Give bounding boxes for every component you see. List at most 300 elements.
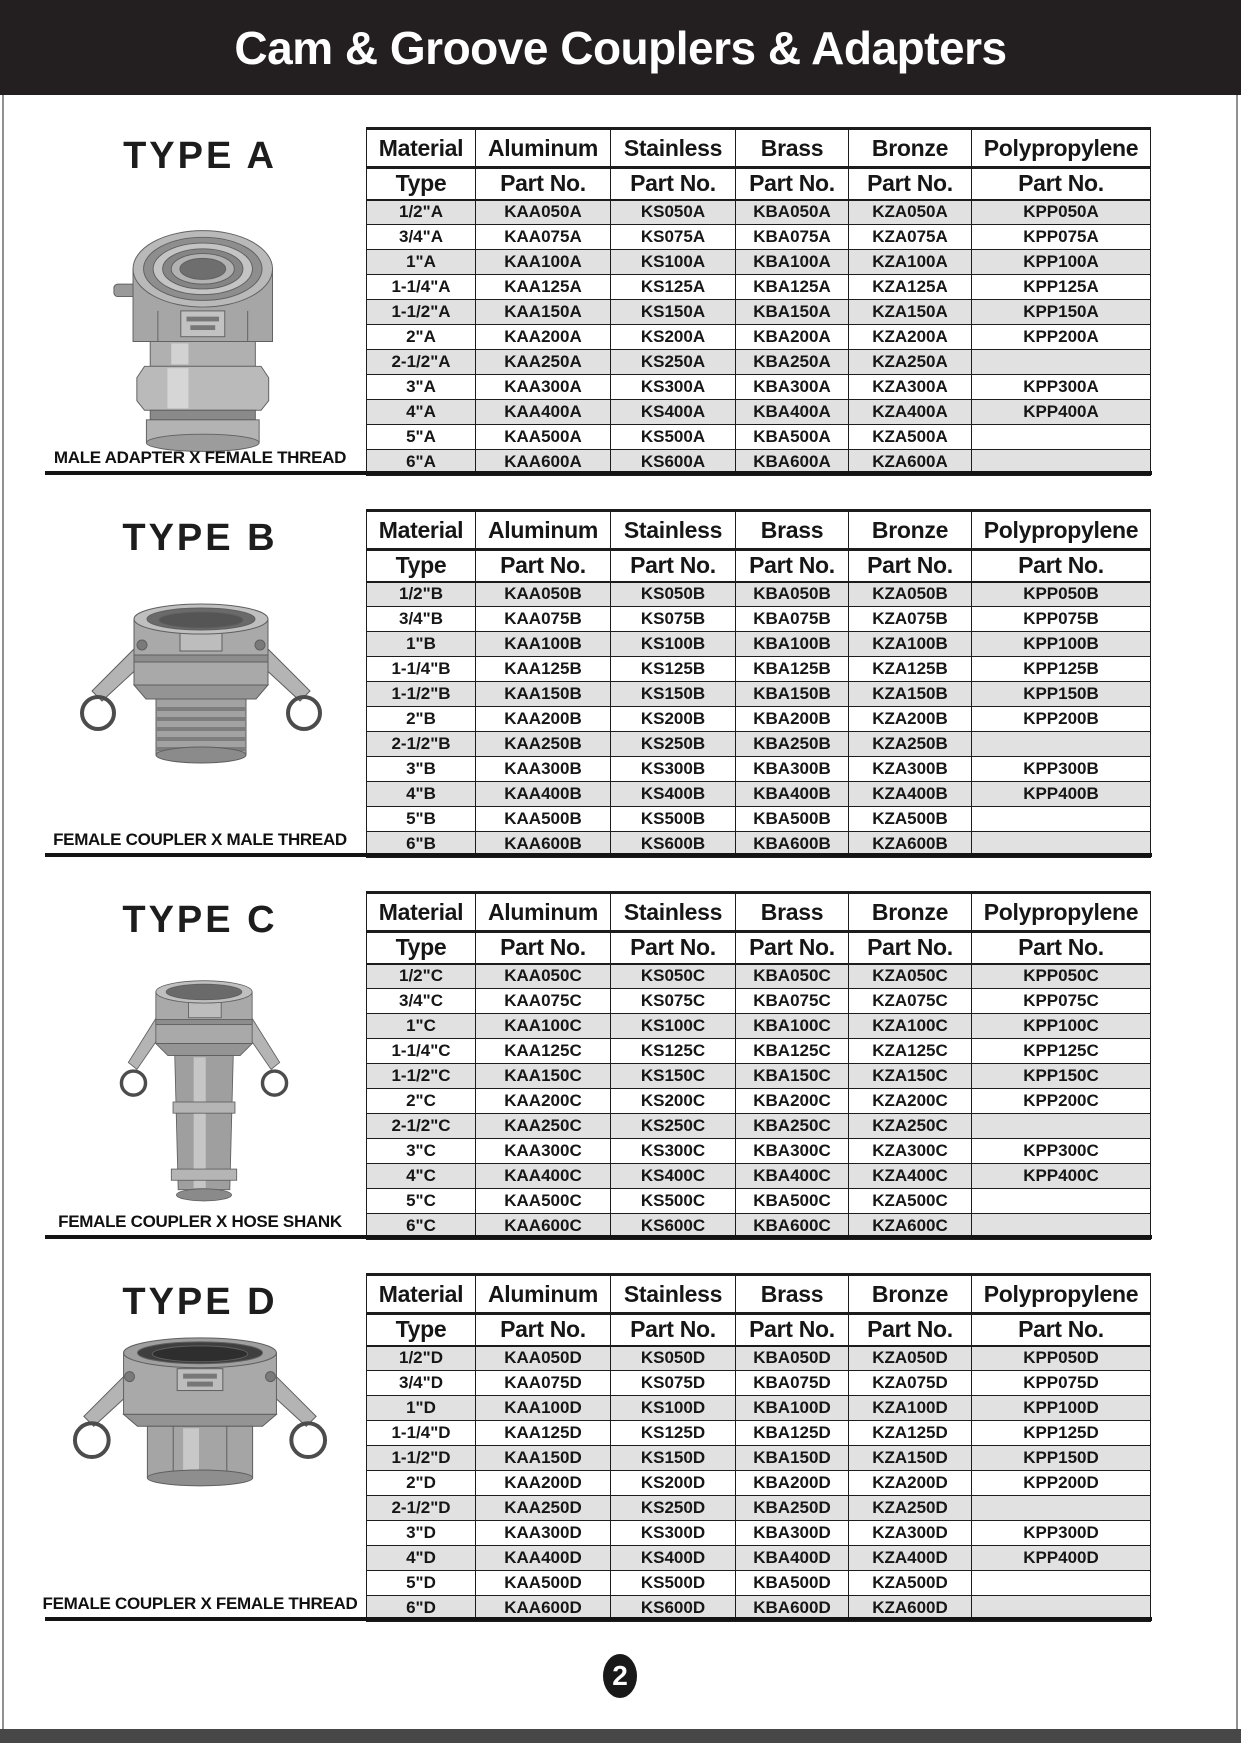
type-cell: 3/4"C [367, 989, 476, 1014]
part-number-cell: KZA075D [849, 1371, 972, 1396]
part-number-cell: KAA400A [476, 400, 611, 425]
part-number-cell: KAA050D [476, 1346, 611, 1371]
part-number-cell: KBA100C [736, 1014, 849, 1039]
part-number-cell: KS500C [611, 1189, 736, 1214]
part-number-cell: KBA250C [736, 1114, 849, 1139]
part-number-cell: KAA100B [476, 632, 611, 657]
subheader-cell: Type [367, 1314, 476, 1346]
table-row [367, 1371, 1151, 1396]
material-header-row [367, 893, 1151, 932]
part-number-cell: KS050B [611, 582, 736, 607]
material-header-cell: Material [367, 511, 476, 550]
part-number-cell: KAA100D [476, 1396, 611, 1421]
part-number-cell: KBA075D [736, 1371, 849, 1396]
subheader-row [367, 932, 1151, 964]
part-number-cell: KS075A [611, 225, 736, 250]
subheader-cell: Part No. [972, 1314, 1151, 1346]
part-number-cell: KZA050C [849, 964, 972, 989]
part-number-cell [972, 350, 1151, 375]
table-row [367, 1496, 1151, 1521]
material-header-cell: Polypropylene [972, 1275, 1151, 1314]
part-number-cell: KZA600C [849, 1214, 972, 1239]
type-cell: 5"B [367, 807, 476, 832]
part-number-cell: KS200C [611, 1089, 736, 1114]
type-cell: 1"D [367, 1396, 476, 1421]
part-number-cell: KBA250A [736, 350, 849, 375]
table-row [367, 657, 1151, 682]
type-cell: 1/2"C [367, 964, 476, 989]
material-header-row [367, 129, 1151, 168]
table-row [367, 1114, 1151, 1139]
part-number-cell: KAA125D [476, 1421, 611, 1446]
table-row [367, 400, 1151, 425]
type-cell: 1-1/4"A [367, 275, 476, 300]
part-number-cell: KZA100C [849, 1014, 972, 1039]
part-number-cell: KS050D [611, 1346, 736, 1371]
material-header-cell: Stainless [611, 129, 736, 168]
part-number-cell: KBA200A [736, 325, 849, 350]
material-header-cell: Stainless [611, 893, 736, 932]
subheader-row [367, 550, 1151, 582]
part-number-cell: KZA150A [849, 300, 972, 325]
material-header-cell: Polypropylene [972, 893, 1151, 932]
part-number-cell: KBA050C [736, 964, 849, 989]
part-number-cell: KBA125B [736, 657, 849, 682]
part-number-cell: KBA150B [736, 682, 849, 707]
table-row [367, 1546, 1151, 1571]
material-header-cell: Polypropylene [972, 129, 1151, 168]
part-number-cell: KPP125D [972, 1421, 1151, 1446]
part-number-cell: KPP150A [972, 300, 1151, 325]
part-number-cell: KAA125C [476, 1039, 611, 1064]
part-number-cell: KPP300C [972, 1139, 1151, 1164]
part-number-cell: KZA150C [849, 1064, 972, 1089]
part-number-cell: KZA100D [849, 1396, 972, 1421]
part-number-cell: KZA075B [849, 607, 972, 632]
type-a-product-photo [112, 223, 284, 462]
parts-table-type-b [366, 509, 1151, 858]
part-number-cell: KZA200A [849, 325, 972, 350]
part-number-cell: KS250B [611, 732, 736, 757]
part-number-cell: KPP300B [972, 757, 1151, 782]
part-number-cell: KBA150D [736, 1446, 849, 1471]
subheader-cell: Part No. [736, 1314, 849, 1346]
part-number-cell: KBA600B [736, 832, 849, 857]
part-number-cell: KAA075A [476, 225, 611, 250]
part-number-cell: KZA125A [849, 275, 972, 300]
table-row [367, 732, 1151, 757]
part-number-cell: KPP050C [972, 964, 1151, 989]
table-row [367, 200, 1151, 225]
type-cell: 4"A [367, 400, 476, 425]
part-number-cell: KBA050A [736, 200, 849, 225]
type-b-product-photo [76, 595, 326, 825]
part-number-cell [972, 807, 1151, 832]
part-number-cell: KZA400B [849, 782, 972, 807]
subheader-cell: Part No. [611, 168, 736, 200]
subheader-cell: Part No. [611, 1314, 736, 1346]
part-number-cell [972, 425, 1151, 450]
part-number-cell: KAA150B [476, 682, 611, 707]
material-header-cell: Brass [736, 893, 849, 932]
part-number-cell: KS100A [611, 250, 736, 275]
part-number-cell: KS300D [611, 1521, 736, 1546]
part-number-cell: KS100D [611, 1396, 736, 1421]
table-row [367, 782, 1151, 807]
part-number-cell: KZA600D [849, 1596, 972, 1621]
section-title-type-c: TYPE C [122, 899, 278, 941]
type-cell: 1"B [367, 632, 476, 657]
part-number-cell: KZA150D [849, 1446, 972, 1471]
section-divider [45, 1235, 1152, 1239]
part-number-cell: KAA075D [476, 1371, 611, 1396]
part-number-cell: KS075D [611, 1371, 736, 1396]
part-number-cell: KZA500D [849, 1571, 972, 1596]
table-row [367, 1396, 1151, 1421]
table-row [367, 1471, 1151, 1496]
table-row [367, 275, 1151, 300]
part-number-cell: KPP075A [972, 225, 1151, 250]
part-number-cell: KS500A [611, 425, 736, 450]
part-number-cell: KPP050D [972, 1346, 1151, 1371]
part-number-cell: KPP400A [972, 400, 1151, 425]
part-number-cell [972, 1114, 1151, 1139]
part-number-cell: KAA200A [476, 325, 611, 350]
part-number-cell: KZA100B [849, 632, 972, 657]
type-cell: 2-1/2"D [367, 1496, 476, 1521]
part-number-cell: KS250D [611, 1496, 736, 1521]
part-number-cell: KZA250D [849, 1496, 972, 1521]
subheader-row [367, 168, 1151, 200]
part-number-cell: KS300C [611, 1139, 736, 1164]
part-number-cell: KZA125C [849, 1039, 972, 1064]
material-header-cell: Bronze [849, 511, 972, 550]
part-number-cell: KAA500A [476, 425, 611, 450]
type-cell: 4"C [367, 1164, 476, 1189]
table-row [367, 1089, 1151, 1114]
part-number-cell: KS150A [611, 300, 736, 325]
type-cell: 2-1/2"B [367, 732, 476, 757]
part-number-cell: KS150B [611, 682, 736, 707]
type-cell: 2"D [367, 1471, 476, 1496]
subheader-cell: Part No. [476, 550, 611, 582]
material-header-cell: Aluminum [476, 511, 611, 550]
part-number-cell: KZA100A [849, 250, 972, 275]
part-number-cell: KAA075B [476, 607, 611, 632]
table-row [367, 225, 1151, 250]
part-number-cell: KS400C [611, 1164, 736, 1189]
part-number-cell [972, 1571, 1151, 1596]
part-number-cell: KS400D [611, 1546, 736, 1571]
table-row [367, 1346, 1151, 1371]
section-caption-type-d: FEMALE COUPLER X FEMALE THREAD [42, 1594, 358, 1613]
part-number-cell: KAA100C [476, 1014, 611, 1039]
type-cell: 3"C [367, 1139, 476, 1164]
part-number-cell: KBA150A [736, 300, 849, 325]
subheader-cell: Part No. [476, 1314, 611, 1346]
subheader-cell: Part No. [736, 550, 849, 582]
table-row [367, 350, 1151, 375]
table-row [367, 250, 1151, 275]
table-row [367, 582, 1151, 607]
part-number-cell: KPP125A [972, 275, 1151, 300]
part-number-cell: KPP075C [972, 989, 1151, 1014]
part-number-cell: KAA200C [476, 1089, 611, 1114]
page-number: 2 [612, 1660, 628, 1691]
part-number-cell: KAA200B [476, 707, 611, 732]
part-number-cell: KS300B [611, 757, 736, 782]
part-number-cell: KBA200C [736, 1089, 849, 1114]
section-type-d [0, 1273, 1241, 1623]
part-number-cell: KAA075C [476, 989, 611, 1014]
part-number-cell: KPP200B [972, 707, 1151, 732]
part-number-cell: KAA050B [476, 582, 611, 607]
material-header-cell: Material [367, 129, 476, 168]
part-number-cell: KAA400D [476, 1546, 611, 1571]
part-number-cell: KAA600B [476, 832, 611, 857]
part-number-cell: KZA250A [849, 350, 972, 375]
part-number-cell: KZA500C [849, 1189, 972, 1214]
type-cell: 5"C [367, 1189, 476, 1214]
type-cell: 4"B [367, 782, 476, 807]
subheader-cell: Part No. [476, 932, 611, 964]
table-row [367, 707, 1151, 732]
material-header-cell: Material [367, 893, 476, 932]
part-number-cell: KZA400A [849, 400, 972, 425]
part-number-cell: KAA250C [476, 1114, 611, 1139]
part-number-cell: KBA075A [736, 225, 849, 250]
part-number-cell: KBA300A [736, 375, 849, 400]
subheader-cell: Part No. [736, 168, 849, 200]
subheader-cell: Part No. [849, 168, 972, 200]
part-number-cell: KAA250B [476, 732, 611, 757]
subheader-cell: Part No. [611, 550, 736, 582]
part-number-cell: KAA600A [476, 450, 611, 475]
type-c-product-photo [118, 973, 290, 1222]
part-number-cell: KAA400B [476, 782, 611, 807]
material-header-cell: Brass [736, 1275, 849, 1314]
part-number-cell: KZA200D [849, 1471, 972, 1496]
parts-table-type-c [366, 891, 1151, 1240]
type-cell: 2-1/2"C [367, 1114, 476, 1139]
part-number-cell: KBA100D [736, 1396, 849, 1421]
part-number-cell: KAA125A [476, 275, 611, 300]
part-number-cell: KZA150B [849, 682, 972, 707]
part-number-cell: KBA500D [736, 1571, 849, 1596]
material-header-cell: Polypropylene [972, 511, 1151, 550]
part-number-cell: KBA300C [736, 1139, 849, 1164]
part-number-cell: KPP100D [972, 1396, 1151, 1421]
part-number-cell: KS600D [611, 1596, 736, 1621]
part-number-cell: KBA200D [736, 1471, 849, 1496]
part-number-cell: KPP400D [972, 1546, 1151, 1571]
part-number-cell: KS100C [611, 1014, 736, 1039]
type-cell: 1/2"A [367, 200, 476, 225]
part-number-cell: KZA075A [849, 225, 972, 250]
footer-bar [0, 1729, 1241, 1743]
parts-table-type-a [366, 127, 1151, 476]
part-number-cell: KZA500A [849, 425, 972, 450]
part-number-cell: KBA100B [736, 632, 849, 657]
type-cell: 1/2"D [367, 1346, 476, 1371]
part-number-cell: KAA150A [476, 300, 611, 325]
section-divider [45, 1617, 1152, 1621]
part-number-cell: KAA500D [476, 1571, 611, 1596]
part-number-cell: KZA050D [849, 1346, 972, 1371]
part-number-cell: KS125D [611, 1421, 736, 1446]
part-number-cell: KPP075B [972, 607, 1151, 632]
part-number-cell: KS250C [611, 1114, 736, 1139]
table-row [367, 1164, 1151, 1189]
part-number-cell: KZA200C [849, 1089, 972, 1114]
part-number-cell: KS075B [611, 607, 736, 632]
part-number-cell: KAA400C [476, 1164, 611, 1189]
type-cell: 3"D [367, 1521, 476, 1546]
part-number-cell: KS500D [611, 1571, 736, 1596]
part-number-cell: KZA300B [849, 757, 972, 782]
subheader-cell: Part No. [849, 1314, 972, 1346]
section-caption-type-a: MALE ADAPTER X FEMALE THREAD [53, 448, 347, 467]
part-number-cell: KBA600C [736, 1214, 849, 1239]
page-number-badge [603, 1654, 637, 1698]
part-number-cell: KZA050A [849, 200, 972, 225]
table-row [367, 1521, 1151, 1546]
type-cell: 1/2"B [367, 582, 476, 607]
type-cell: 6"A [367, 450, 476, 475]
part-number-cell: KAA150C [476, 1064, 611, 1089]
material-header-cell: Stainless [611, 1275, 736, 1314]
part-number-cell: KAA150D [476, 1446, 611, 1471]
material-header-cell: Aluminum [476, 893, 611, 932]
part-number-cell: KBA500C [736, 1189, 849, 1214]
part-number-cell: KZA400C [849, 1164, 972, 1189]
section-type-c [0, 891, 1241, 1241]
part-number-cell: KS075C [611, 989, 736, 1014]
part-number-cell: KAA200D [476, 1471, 611, 1496]
material-header-cell: Aluminum [476, 129, 611, 168]
part-number-cell: KS150D [611, 1446, 736, 1471]
part-number-cell: KPP200D [972, 1471, 1151, 1496]
part-number-cell: KPP200A [972, 325, 1151, 350]
section-type-a [0, 127, 1241, 477]
part-number-cell: KAA600C [476, 1214, 611, 1239]
part-number-cell [972, 1496, 1151, 1521]
material-header-row [367, 1275, 1151, 1314]
part-number-cell: KPP050A [972, 200, 1151, 225]
material-header-row [367, 511, 1151, 550]
table-row [367, 1446, 1151, 1471]
part-number-cell: KPP100B [972, 632, 1151, 657]
subheader-cell: Part No. [849, 550, 972, 582]
part-number-cell: KS600A [611, 450, 736, 475]
type-cell: 2"C [367, 1089, 476, 1114]
part-number-cell: KS200D [611, 1471, 736, 1496]
table-row [367, 1189, 1151, 1214]
part-number-cell: KAA600D [476, 1596, 611, 1621]
part-number-cell: KZA200B [849, 707, 972, 732]
type-cell: 1-1/2"C [367, 1064, 476, 1089]
part-number-cell: KZA050B [849, 582, 972, 607]
part-number-cell: KBA100A [736, 250, 849, 275]
type-cell: 4"D [367, 1546, 476, 1571]
subheader-cell: Type [367, 932, 476, 964]
type-d-product-photo [66, 1329, 334, 1513]
table-row [367, 1421, 1151, 1446]
type-cell: 3/4"D [367, 1371, 476, 1396]
part-number-cell: KAA100A [476, 250, 611, 275]
part-number-cell: KBA400C [736, 1164, 849, 1189]
part-number-cell: KPP150B [972, 682, 1151, 707]
part-number-cell: KBA125A [736, 275, 849, 300]
part-number-cell: KZA125B [849, 657, 972, 682]
subheader-cell: Part No. [611, 932, 736, 964]
part-number-cell: KPP400C [972, 1164, 1151, 1189]
parts-table-type-d [366, 1273, 1151, 1622]
subheader-cell: Part No. [972, 550, 1151, 582]
table-row [367, 964, 1151, 989]
table-row [367, 325, 1151, 350]
part-number-cell: KPP300A [972, 375, 1151, 400]
table-row [367, 1039, 1151, 1064]
type-cell: 5"A [367, 425, 476, 450]
table-row [367, 300, 1151, 325]
material-header-cell: Bronze [849, 129, 972, 168]
part-number-cell: KS400A [611, 400, 736, 425]
subheader-cell: Part No. [972, 932, 1151, 964]
type-cell: 1"A [367, 250, 476, 275]
part-number-cell: KBA400B [736, 782, 849, 807]
part-number-cell: KS400B [611, 782, 736, 807]
part-number-cell: KAA300D [476, 1521, 611, 1546]
part-number-cell: KPP300D [972, 1521, 1151, 1546]
part-number-cell: KBA075B [736, 607, 849, 632]
subheader-cell: Type [367, 550, 476, 582]
table-row [367, 1139, 1151, 1164]
part-number-cell: KAA250A [476, 350, 611, 375]
part-number-cell: KS100B [611, 632, 736, 657]
material-header-cell: Bronze [849, 1275, 972, 1314]
part-number-cell: KS125C [611, 1039, 736, 1064]
part-number-cell [972, 732, 1151, 757]
page-banner [0, 0, 1241, 95]
part-number-cell: KAA050A [476, 200, 611, 225]
type-cell: 2"B [367, 707, 476, 732]
type-cell: 1-1/2"B [367, 682, 476, 707]
table-row [367, 1014, 1151, 1039]
subheader-cell: Part No. [736, 932, 849, 964]
type-cell: 3/4"B [367, 607, 476, 632]
type-cell: 1-1/4"B [367, 657, 476, 682]
part-number-cell: KS250A [611, 350, 736, 375]
type-cell: 1-1/4"C [367, 1039, 476, 1064]
part-number-cell: KZA300A [849, 375, 972, 400]
type-cell: 6"B [367, 832, 476, 857]
part-number-cell: KZA075C [849, 989, 972, 1014]
part-number-cell: KS300A [611, 375, 736, 400]
part-number-cell: KBA500A [736, 425, 849, 450]
part-number-cell: KPP200C [972, 1089, 1151, 1114]
table-row [367, 632, 1151, 657]
type-cell: 1"C [367, 1014, 476, 1039]
part-number-cell: KBA300B [736, 757, 849, 782]
table-row [367, 807, 1151, 832]
type-cell: 3"A [367, 375, 476, 400]
part-number-cell: KPP125B [972, 657, 1151, 682]
section-caption-type-b: FEMALE COUPLER X MALE THREAD [53, 830, 347, 849]
subheader-cell: Part No. [972, 168, 1151, 200]
section-divider [45, 853, 1152, 857]
part-number-cell: KBA250D [736, 1496, 849, 1521]
